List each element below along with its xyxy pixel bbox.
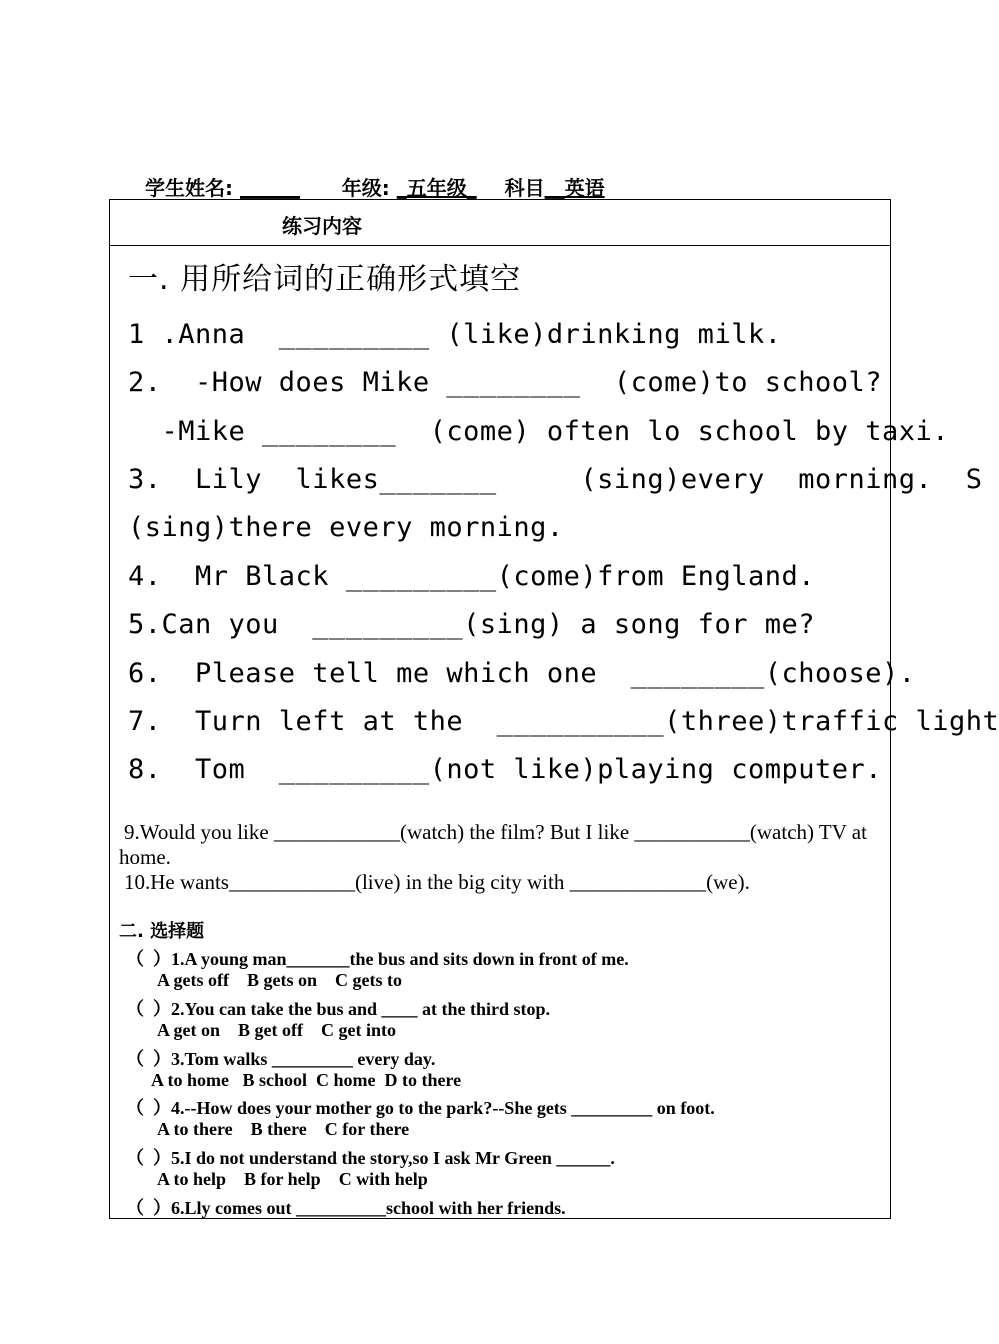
subject-value: __英语 (544, 176, 605, 200)
subject-label: 科目 (504, 176, 545, 200)
choice-question-1: （ ）1.A young man_______the bus and sits down in front of me. (126, 949, 629, 969)
choice-options-4: A to there B there C for there (157, 1119, 410, 1139)
fill-line-3: -Mike ________ (come) often lo school by taxi. (128, 416, 950, 447)
section1-title: 一. 用所给词的正确形式填空 (128, 262, 522, 297)
section2-title: 二. 选择题 (119, 921, 205, 942)
fill-line-5: (sing)there every morning. (128, 512, 564, 543)
fill-line-9: 7. Turn left at the __________(three)traffic light (128, 706, 999, 737)
choice-question-6: （ ）6.Lly comes out __________school with her friends. (126, 1198, 566, 1218)
fill-line-8: 6. Please tell me which one ________(choose). (128, 658, 916, 689)
table-title-row (110, 200, 890, 246)
fill-line-7: 5.Can you _________(sing) a song for me? (128, 609, 815, 640)
exercise-table (109, 199, 999, 1219)
fill-line-10: 8. Tom _________(not like)playing computer. (128, 754, 882, 785)
name-blank[interactable]: ______ (239, 176, 300, 200)
fill-line-4: 3. Lily likes_______ (sing)every morning. S (128, 464, 983, 495)
name-label: 学生姓名: (145, 176, 240, 200)
choice-question-5: （ ）5.I do not understand the story,so I ask Mr Green ______. (126, 1148, 615, 1168)
question-10: 10.He wants____________(live) in the big city with _____________(we). (124, 870, 750, 894)
fill-line-6: 4. Mr Black _________(come)from England. (128, 561, 815, 592)
question-9: 9.Would you like ____________(watch) the film? But I like ___________(watch) TV at home. (119, 820, 867, 869)
table-title: 练习内容 (282, 214, 362, 238)
grade-label: 年级: (341, 176, 397, 200)
choice-question-4: （ ）4.--How does your mother go to the park?--She gets _________ on foot. (126, 1098, 715, 1118)
choice-question-3: （ ）3.Tom walks _________ every day. (126, 1049, 436, 1069)
student-info-header (145, 172, 605, 201)
choice-options-5: A to help B for help C with help (157, 1169, 428, 1189)
choice-options-2: A get on B get off C get into (157, 1020, 396, 1040)
choice-options-1: A gets off B gets on C gets to (157, 970, 402, 990)
fill-line-1: 1 .Anna _________ (like)drinking milk. (128, 319, 782, 350)
grade-value: _五年级_ (396, 176, 477, 200)
fill-line-2: 2. -How does Mike ________ (come)to school? (128, 367, 882, 398)
choice-question-2: （ ）2.You can take the bus and ____ at the third stop. (126, 999, 551, 1019)
choice-options-3: A to home B school C home D to there (151, 1070, 462, 1090)
